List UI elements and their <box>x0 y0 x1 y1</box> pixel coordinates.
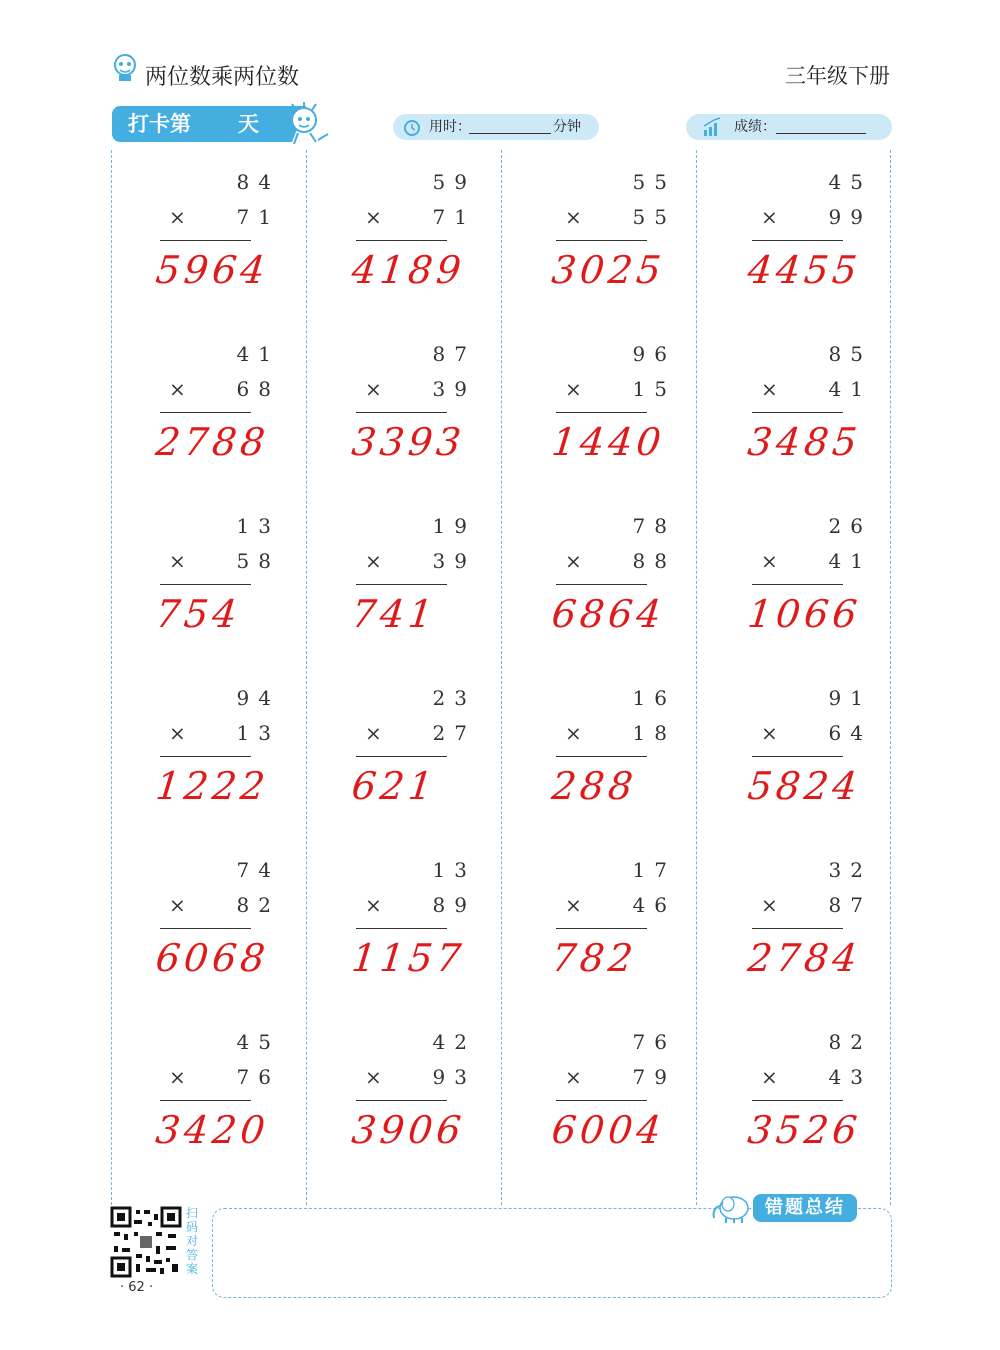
equals-rule <box>752 1100 843 1101</box>
multiplicand: 87 <box>432 342 476 366</box>
multiplicand: 45 <box>236 1030 280 1054</box>
equals-rule <box>356 1100 447 1101</box>
multiplier: 82 <box>236 893 280 917</box>
multiplicand: 96 <box>632 342 676 366</box>
multiplier: 39 <box>432 549 476 573</box>
score-blank[interactable] <box>776 117 866 134</box>
times-sign: × <box>365 205 382 229</box>
multiplication-problem <box>349 676 556 846</box>
multiplication-problem <box>745 848 952 1018</box>
times-sign: × <box>365 1065 382 1089</box>
multiplication-problem <box>549 676 756 846</box>
multiplication-problem <box>153 332 360 502</box>
equals-rule <box>752 928 843 929</box>
times-sign: × <box>169 205 186 229</box>
multiplier: 88 <box>632 549 676 573</box>
mistakes-summary-title: 错题总结 <box>753 1194 857 1222</box>
multiplier: 15 <box>632 377 676 401</box>
handwritten-answer: 621 <box>349 764 439 808</box>
times-sign: × <box>365 893 382 917</box>
multiplication-problem <box>745 1020 952 1190</box>
handwritten-answer: 6004 <box>549 1108 668 1152</box>
time-spent-field[interactable] <box>393 114 599 140</box>
times-sign: × <box>365 377 382 401</box>
multiplication-problem <box>745 676 952 846</box>
multiplicand: 55 <box>632 170 676 194</box>
multiplicand: 23 <box>432 686 476 710</box>
handwritten-answer: 1440 <box>549 420 668 464</box>
qr-caption: 扫码对答案 <box>186 1206 199 1276</box>
equals-rule <box>556 756 647 757</box>
handwritten-answer: 3393 <box>349 420 468 464</box>
handwritten-answer: 754 <box>153 592 243 636</box>
multiplication-problem <box>349 1020 556 1190</box>
multiplication-problem <box>153 1020 360 1190</box>
multiplication-problem <box>153 676 360 846</box>
multiplication-problem <box>549 504 756 674</box>
equals-rule <box>556 584 647 585</box>
equals-rule <box>556 240 647 241</box>
handwritten-answer: 1066 <box>745 592 864 636</box>
multiplicand: 32 <box>828 858 872 882</box>
handwritten-answer: 741 <box>349 592 439 636</box>
checkin-day-tab <box>112 106 292 142</box>
equals-rule <box>160 584 251 585</box>
times-sign: × <box>365 721 382 745</box>
times-sign: × <box>365 549 382 573</box>
clock-icon <box>403 118 421 136</box>
equals-rule <box>752 412 843 413</box>
handwritten-answer: 1157 <box>349 936 468 980</box>
multiplicand: 13 <box>432 858 476 882</box>
time-label: 用时： <box>429 119 471 135</box>
times-sign: × <box>565 549 582 573</box>
times-sign: × <box>565 721 582 745</box>
checkin-prefix: 打卡第 <box>128 112 191 136</box>
times-sign: × <box>169 893 186 917</box>
multiplication-problem <box>549 160 756 330</box>
multiplier: 55 <box>632 205 676 229</box>
multiplier: 87 <box>828 893 872 917</box>
equals-rule <box>556 412 647 413</box>
handwritten-answer: 3526 <box>745 1108 864 1152</box>
times-sign: × <box>761 549 778 573</box>
multiplication-problem <box>745 160 952 330</box>
grade-label: 三年级下册 <box>785 64 890 88</box>
multiplication-problem <box>153 160 360 330</box>
multiplier: 39 <box>432 377 476 401</box>
kid-mascot-icon <box>282 100 332 150</box>
handwritten-answer: 2784 <box>745 936 864 980</box>
equals-rule <box>556 928 647 929</box>
time-unit: 分钟 <box>553 119 581 135</box>
page-number: · 62 · <box>120 1280 154 1295</box>
multiplier: 64 <box>828 721 872 745</box>
multiplicand: 74 <box>236 858 280 882</box>
page-title: 两位数乘两位数 <box>145 65 300 90</box>
equals-rule <box>160 756 251 757</box>
multiplier: 13 <box>236 721 280 745</box>
multiplier: 99 <box>828 205 872 229</box>
times-sign: × <box>761 721 778 745</box>
times-sign: × <box>169 549 186 573</box>
multiplier: 68 <box>236 377 280 401</box>
multiplication-problem <box>549 332 756 502</box>
column-divider <box>111 150 112 1205</box>
handwritten-answer: 4189 <box>349 248 468 292</box>
equals-rule <box>556 1100 647 1101</box>
multiplier: 46 <box>632 893 676 917</box>
equals-rule <box>160 928 251 929</box>
multiplicand: 42 <box>432 1030 476 1054</box>
multiplicand: 17 <box>632 858 676 882</box>
handwritten-answer: 4455 <box>745 248 864 292</box>
multiplier: 71 <box>432 205 476 229</box>
handwritten-answer: 6864 <box>549 592 668 636</box>
multiplication-problem <box>349 160 556 330</box>
equals-rule <box>160 412 251 413</box>
handwritten-answer: 2788 <box>153 420 272 464</box>
multiplier: 18 <box>632 721 676 745</box>
equals-rule <box>356 756 447 757</box>
multiplier: 58 <box>236 549 280 573</box>
times-sign: × <box>565 377 582 401</box>
multiplicand: 45 <box>828 170 872 194</box>
handwritten-answer: 6068 <box>153 936 272 980</box>
multiplicand: 85 <box>828 342 872 366</box>
multiplicand: 91 <box>828 686 872 710</box>
multiplier: 43 <box>828 1065 872 1089</box>
handwritten-answer: 1222 <box>153 764 272 808</box>
handwritten-answer: 5964 <box>153 248 272 292</box>
multiplier: 41 <box>828 377 872 401</box>
multiplicand: 13 <box>236 514 280 538</box>
multiplier: 41 <box>828 549 872 573</box>
handwritten-answer: 5824 <box>745 764 864 808</box>
multiplicand: 59 <box>432 170 476 194</box>
equals-rule <box>356 928 447 929</box>
times-sign: × <box>761 205 778 229</box>
handwritten-answer: 3906 <box>349 1108 468 1152</box>
mascot-logo-icon <box>112 52 138 82</box>
multiplication-problem <box>153 504 360 674</box>
times-sign: × <box>565 893 582 917</box>
multiplicand: 82 <box>828 1030 872 1054</box>
multiplicand: 94 <box>236 686 280 710</box>
times-sign: × <box>169 721 186 745</box>
multiplication-problem <box>745 332 952 502</box>
multiplier: 93 <box>432 1065 476 1089</box>
times-sign: × <box>565 1065 582 1089</box>
handwritten-answer: 782 <box>549 936 639 980</box>
multiplicand: 41 <box>236 342 280 366</box>
equals-rule <box>752 584 843 585</box>
multiplication-problem <box>349 848 556 1018</box>
multiplicand: 76 <box>632 1030 676 1054</box>
checkin-suffix: 天 <box>238 112 259 136</box>
equals-rule <box>356 584 447 585</box>
score-field[interactable] <box>686 114 892 140</box>
multiplier: 79 <box>632 1065 676 1089</box>
multiplicand: 84 <box>236 170 280 194</box>
chart-icon <box>702 117 724 137</box>
multiplier: 76 <box>236 1065 280 1089</box>
multiplicand: 19 <box>432 514 476 538</box>
multiplication-problem <box>549 1020 756 1190</box>
multiplication-problem <box>549 848 756 1018</box>
qr-code-icon[interactable] <box>110 1206 182 1278</box>
multiplier: 89 <box>432 893 476 917</box>
times-sign: × <box>565 205 582 229</box>
handwritten-answer: 288 <box>549 764 639 808</box>
times-sign: × <box>761 1065 778 1089</box>
multiplicand: 16 <box>632 686 676 710</box>
handwritten-answer: 3485 <box>745 420 864 464</box>
multiplicand: 78 <box>632 514 676 538</box>
handwritten-answer: 3025 <box>549 248 668 292</box>
multiplication-problem <box>745 504 952 674</box>
times-sign: × <box>761 893 778 917</box>
times-sign: × <box>761 377 778 401</box>
time-blank[interactable] <box>469 117 551 134</box>
equals-rule <box>752 756 843 757</box>
score-label: 成绩： <box>734 119 776 135</box>
multiplier: 71 <box>236 205 280 229</box>
multiplication-problem <box>349 504 556 674</box>
handwritten-answer: 3420 <box>153 1108 272 1152</box>
elephant-icon <box>708 1190 752 1224</box>
multiplier: 27 <box>432 721 476 745</box>
equals-rule <box>356 240 447 241</box>
multiplicand: 26 <box>828 514 872 538</box>
equals-rule <box>356 412 447 413</box>
multiplication-problem <box>349 332 556 502</box>
multiplication-problem <box>153 848 360 1018</box>
equals-rule <box>160 240 251 241</box>
equals-rule <box>752 240 843 241</box>
equals-rule <box>160 1100 251 1101</box>
times-sign: × <box>169 1065 186 1089</box>
times-sign: × <box>169 377 186 401</box>
